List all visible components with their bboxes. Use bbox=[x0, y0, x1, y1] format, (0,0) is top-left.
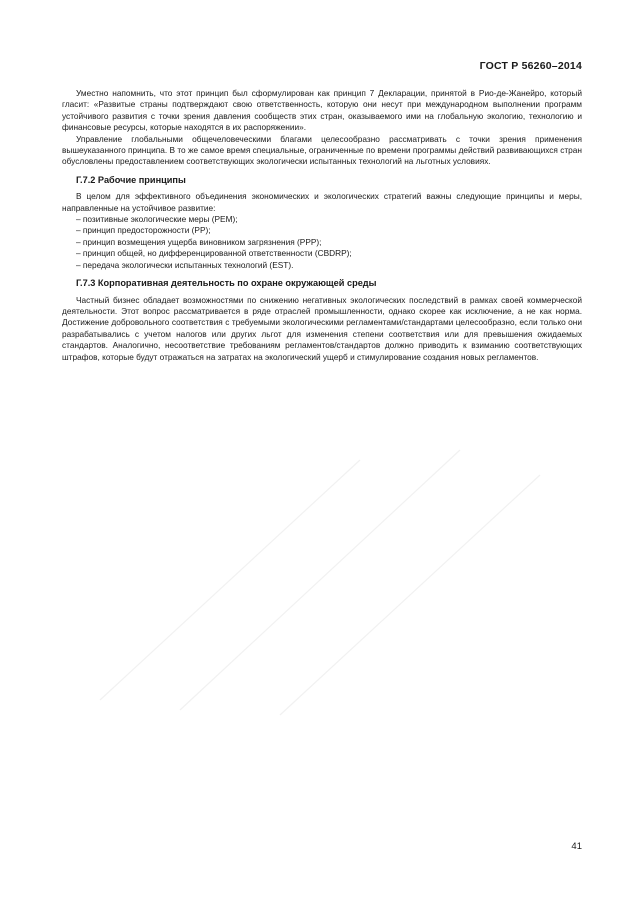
page-content bbox=[62, 88, 582, 363]
list-item: – принцип предосторожности (PP); bbox=[76, 225, 211, 236]
section-7-2-lead: В целом для эффективного объединения экономических и экологических стратегий важны следующие принципы и меры, направленные на устойчивое развитие: bbox=[62, 191, 582, 213]
watermark-pattern bbox=[60, 420, 580, 720]
principles-list bbox=[62, 214, 582, 271]
intro-paragraph: Уместно напомнить, что этот принцип был сформулирован как принцип 7 Декларации, принятой в Рио-де-Жанейро, который гласит: «Развитые страны подтверждают свою ответственность, которую они несут при международном выполнении программ устойчивого развития с точки зрения давления сообществ этих стран, оказываемого ими на глобальную экологию, технологию и финансовые ресурсы, которые находятся в их распоряжении». bbox=[62, 88, 582, 133]
section-7-3-text: Частный бизнес обладает возможностями по снижению негативных экологических последствий в рамках своей коммерческой деятельности. Этот вопрос рассматривается в ряде отраслей промышленности, однако скорее как исключение, а не как норма. Достижение добровольного соответствия с требуемыми экологическими регламентами/стандартами целесообразно, если только они разрабатывались с учетом налогов или других льгот для изменения степени соответствия или для превышения ожидаемых стандартов. Аналогично, несоответствие требованиям регламентов/стандартов должно приводить к взиманию соответствующих штрафов, которые будут отражаться на затратах на экологический ущерб и стимулирование создания новых регламентов. bbox=[62, 294, 582, 362]
list-item: – принцип возмещения ущерба виновником загрязнения (PPP); bbox=[76, 236, 322, 247]
page-number: 41 bbox=[571, 841, 582, 852]
list-item: – передача экологически испытанных технологий (EST). bbox=[76, 259, 294, 270]
list-item: – позитивные экологические меры (PEM); bbox=[76, 214, 238, 225]
standard-header: ГОСТ Р 56260–2014 bbox=[479, 60, 582, 72]
section-7-3-title: Г.7.3 Корпоративная деятельность по охране окружающей среды bbox=[76, 278, 377, 289]
intro-paragraph: Управление глобальными общечеловеческими благами целесообразно рассматривать с точки зрения применения вышеуказанного принципа. В то же самое время специальные, ограниченные по времени программы действий развивающихся стран обусловлены предоставлением соответствующих экологически испытанных технологий на льготных условиях. bbox=[62, 133, 582, 167]
section-7-2-title: Г.7.2 Рабочие принципы bbox=[76, 174, 186, 185]
list-item: – принцип общей, но дифференцированной ответственности (CBDRP); bbox=[76, 248, 352, 259]
